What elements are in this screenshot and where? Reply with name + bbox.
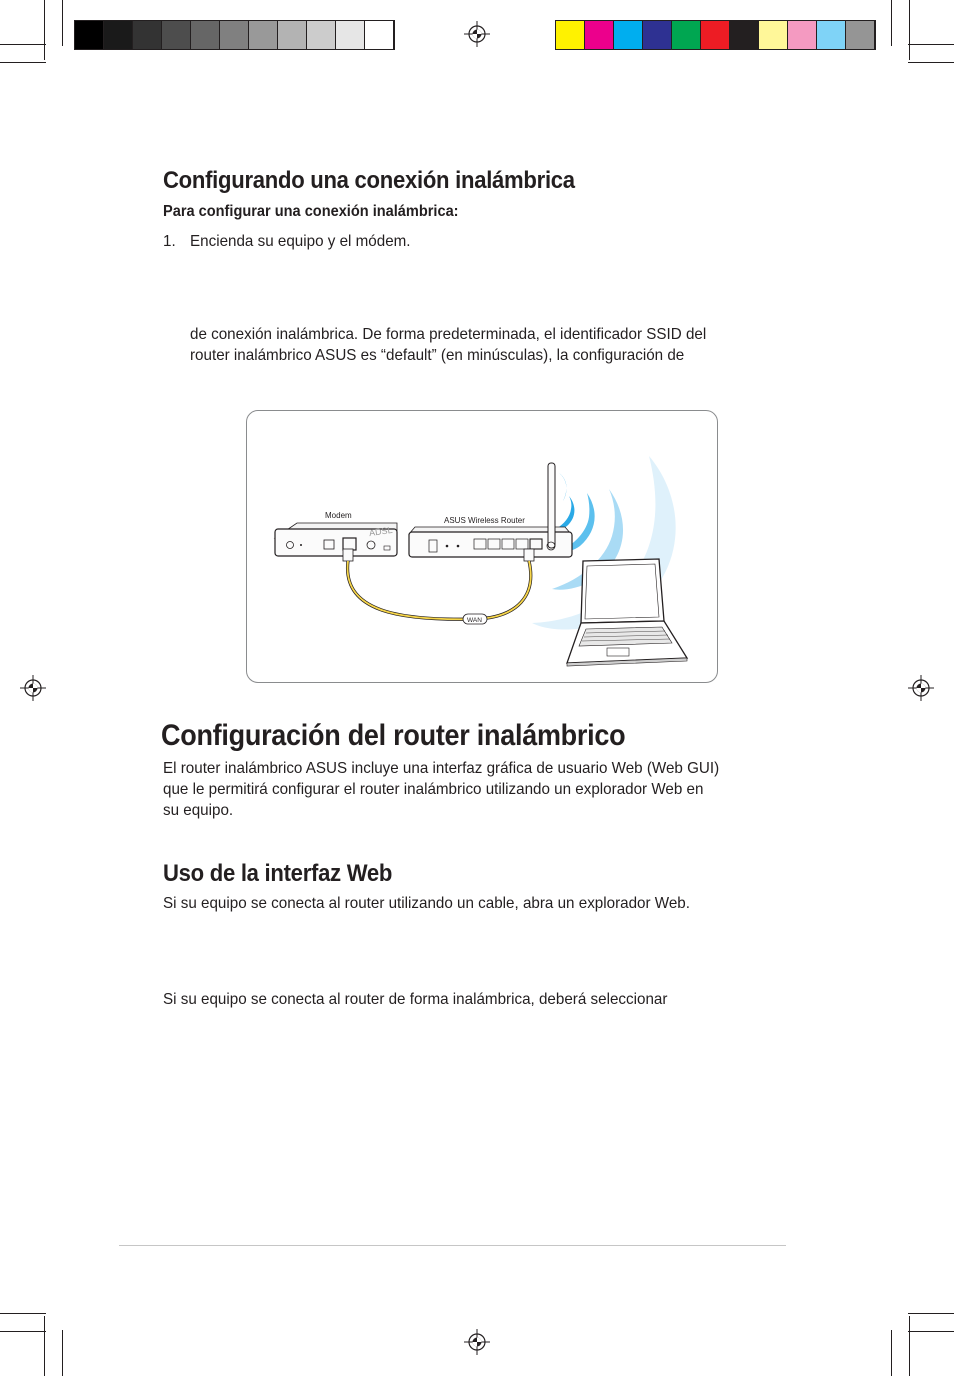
modem-brand: ADSL [368, 524, 394, 539]
color-swatch [614, 21, 643, 49]
color-swatch [672, 21, 701, 49]
crop-mark [0, 62, 46, 63]
router-label: ASUS Wireless Router [444, 516, 525, 525]
web-interface-title: Uso de la interfaz Web [163, 860, 393, 887]
color-swatch [336, 21, 365, 49]
web-interface-text: Si su equipo se conecta al router de forma inalámbrica, deberá seleccionar [163, 991, 668, 1008]
color-swatch [788, 21, 817, 49]
router-icon [409, 463, 572, 557]
paragraph-line: router inalámbrico ASUS es “default” (en minúsculas), la configuración de [190, 347, 685, 364]
color-swatch [585, 21, 614, 49]
registration-mark-icon [464, 1329, 490, 1355]
crop-mark [62, 1330, 63, 1376]
step-text: Encienda su equipo y el módem. [190, 233, 411, 250]
grey-calibration-bar [74, 20, 395, 50]
section-title: Configurando una conexión inalámbrica [163, 167, 575, 194]
color-swatch [220, 21, 249, 49]
crop-mark [908, 1331, 954, 1332]
color-swatch [278, 21, 307, 49]
color-calibration-bar [555, 20, 876, 50]
main-title: Configuración del router inalámbrico [161, 719, 626, 752]
color-swatch [730, 21, 759, 49]
color-swatch [759, 21, 788, 49]
color-swatch [701, 21, 730, 49]
intro-line: su equipo. [163, 802, 234, 819]
crop-mark [0, 1331, 46, 1332]
color-swatch [75, 21, 104, 49]
color-swatch [162, 21, 191, 49]
subheading: Para configurar una conexión inalámbrica: [163, 203, 459, 220]
color-swatch [365, 21, 394, 49]
color-swatch [643, 21, 672, 49]
ethernet-cable-icon [343, 549, 534, 624]
intro-line: que le permitirá configurar el router inalámbrico utilizando un explorador Web en [163, 781, 704, 798]
web-interface-text: Si su equipo se conecta al router utilizando un cable, abra un explorador Web. [163, 895, 690, 912]
crop-mark [44, 0, 45, 60]
registration-mark-icon [20, 675, 46, 701]
color-swatch [307, 21, 336, 49]
intro-line: El router inalámbrico ASUS incluye una interfaz gráfica de usuario Web (Web GUI) [163, 760, 720, 777]
color-swatch [104, 21, 133, 49]
color-swatch [846, 21, 875, 49]
crop-mark [891, 1330, 892, 1376]
crop-mark [909, 1316, 910, 1376]
crop-mark [891, 0, 892, 46]
crop-mark [908, 1313, 954, 1314]
color-swatch [191, 21, 220, 49]
crop-mark [0, 1313, 46, 1314]
crop-mark [908, 44, 954, 45]
wan-label: WAN [467, 617, 482, 624]
color-swatch [133, 21, 162, 49]
color-swatch [249, 21, 278, 49]
crop-mark [908, 62, 954, 63]
step-number: 1. [163, 233, 176, 250]
paragraph-line: de conexión inalámbrica. De forma predeterminada, el identificador SSID del [190, 326, 707, 343]
crop-mark [909, 0, 910, 60]
footer-rule [119, 1245, 786, 1246]
modem-label: Modem [325, 511, 352, 520]
registration-mark-icon [908, 675, 934, 701]
crop-mark [62, 0, 63, 46]
network-diagram [246, 410, 718, 683]
laptop-icon [567, 559, 687, 666]
color-swatch [817, 21, 846, 49]
color-swatch [556, 21, 585, 49]
crop-mark [0, 44, 46, 45]
registration-mark-icon [464, 21, 490, 47]
crop-mark [44, 1316, 45, 1376]
